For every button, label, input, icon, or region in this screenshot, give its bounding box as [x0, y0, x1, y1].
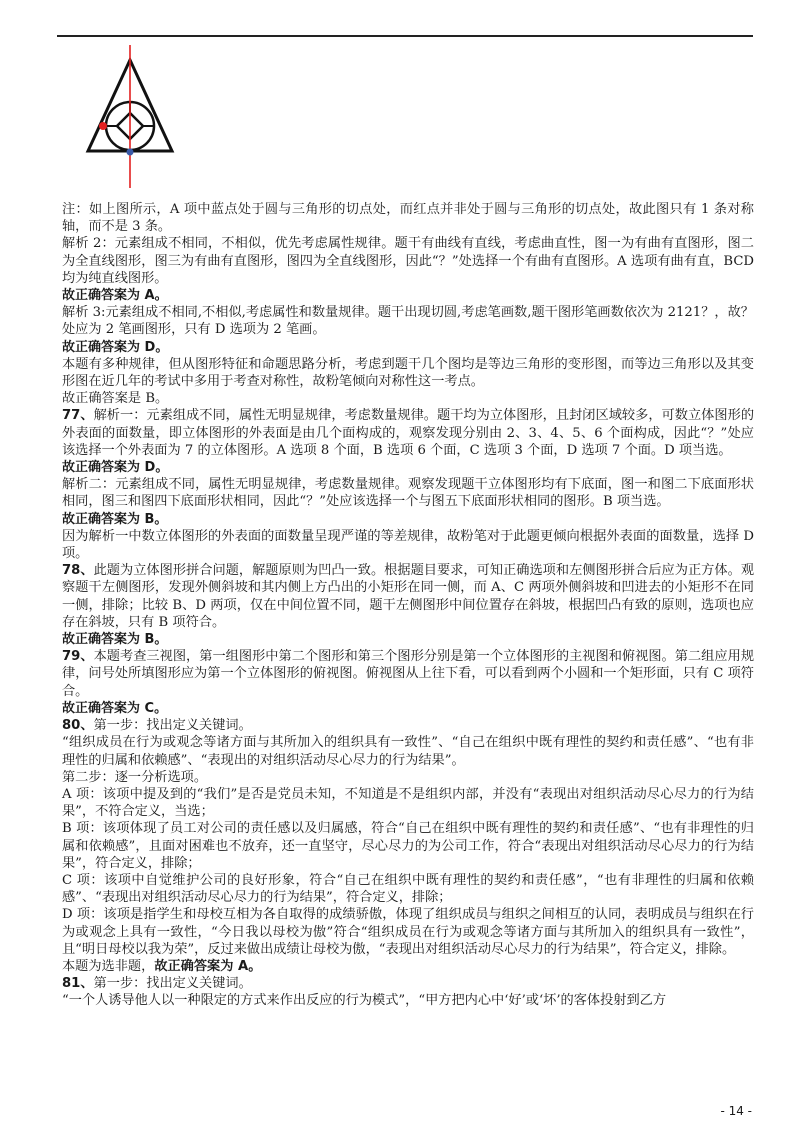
answer-explanations [62, 201, 754, 1010]
paragraph-text: 第一步：找出定义关键词。 [93, 718, 252, 734]
question-number: 79、 [62, 649, 94, 665]
paragraph: 本题有多种规律，但从图形特征和命题思路分析，考虑到题干几个图均是等边三角形的变形图，而等边三角形以及其变形图在近几年的考试中多用于考查对称性，故粉笔倾向对称性这一考点。 [62, 356, 754, 390]
paragraph: “组织成员在行为或观念等诸方面与其所加入的组织具有一致性”、“自己在组织中既有理性的契约和责任感”、“也有非理性的归属和依赖感”、“表现出的对组织活动尽心尽力的行为结果”。 [62, 735, 754, 768]
paragraph: 因为解析一中数立体图形的外表面的面数量呈现严谨的等差规律，故粉笔对于此题更倾向根据外表面的面数量，选择 D 项。 [62, 528, 754, 562]
conclusion-paragraph [62, 958, 754, 975]
answer-line: 故正确答案为 A。 [62, 288, 168, 304]
paragraph: 注：如上图所示，A 项中蓝点处于圆与三角形的切点处，而红点并非处于圆与三角形的切点处，故此图只有 1 条对称轴，而不是 3 条。 [62, 202, 754, 235]
question-number: 78、 [62, 563, 94, 579]
question-paragraph [62, 717, 754, 734]
paragraph-text: 解析一：元素组成不同，属性无明显规律，考虑数量规律。题干均为立体图形，且封闭区域较多，可数立体图形的外表面的面数量，即立体图形的外表面是由几个面构成的，观察发现分别由 2、3、4、5、6 个面构成，因此“？”处应该选择一个外表面为 7 的立体图形。A 选项 8 个面，B 选项 6 个面，C 选项 3 个面，D 选项 7 个面。D 项当选。 [62, 408, 754, 458]
page-number: - 14 - [720, 1104, 752, 1118]
answer-line: 故正确答案为 D。 [62, 339, 169, 355]
blue-point [127, 149, 134, 156]
paragraph: C 项：该项中自觉维护公司的良好形象，符合“自己在组织中既有理性的契约和责任感”，“也有非理性的归属和依赖感”、“表现出对组织活动尽心尽力的行为结果”，符合定义，排除； [62, 872, 754, 906]
red-point [99, 122, 107, 130]
paragraph-text: 第一步：找出定义关键词。 [93, 976, 252, 992]
paragraph: 第二步：逐一分析选项。 [62, 769, 208, 785]
paragraph: B 项：该项体现了员工对公司的责任感以及归属感，符合“自己在组织中既有理性的契约和责任感”、“也有非理性的归属和依赖感”，且面对困难也不放弃，还一直坚守，尽心尽力的为公司工作，符合“表现出对组织活动尽心尽力的行为结果”，符合定义，排除； [62, 821, 754, 871]
paragraph: 故正确答案是 B。 [62, 391, 169, 407]
answer-line: 故正确答案为 B。 [62, 632, 168, 648]
question-paragraph [62, 407, 754, 459]
paragraph: A 项：该项中提及到的“我们”是否是党员未知，不知道是不是组织内部，并没有“表现出对组织活动尽心尽力的行为结果”，不符合定义，当选； [62, 786, 754, 820]
header-rule [57, 35, 753, 37]
answer-inline: 故正确答案为 A。 [154, 958, 262, 974]
question-number: 77、 [62, 408, 94, 424]
question-number: 80、 [62, 718, 94, 734]
answer-line: 故正确答案为 B。 [62, 511, 168, 527]
paragraph-text: 本题为选非题， [62, 958, 155, 974]
paragraph: 解析 3:元素组成不相同,不相似,考虑属性和数量规律。题干出现切圆,考虑笔画数,题干图形笔画数依次为 2121？，故？处应为 2 笔画图形，只有 D 选项为 2 笔画。 [62, 305, 754, 338]
paragraph: 解析二：元素组成不同，属性无明显规律，考虑数量规律。观察发现题干立体图形均有下底面，图一和图二下底面形状相同，图三和图四下底面形状相同，因此“？”处应该选择一个与图五下底面形状相同的图形。B 项当选。 [62, 477, 754, 510]
paragraph-text: 此题为立体图形拼合问题，解题原则为凹凸一致。根据题目要求，可知正确选项和左侧图形拼合后应为正方体。观察题干左侧图形，发现外侧斜坡和其内侧上方凸出的小矩形在同一侧，而 A、C 两项外侧斜坡和凹进去的小矩形不在同一侧，排除；比较 B、D 两项，仅在中间位置不同，题干左侧图形中间位置存在斜坡，根据凹凸有致的原则，选项也应存在斜坡，只有 B 项符合。 [62, 563, 754, 630]
paragraph: D 项：该项是指学生和母校互相为各自取得的成绩骄傲，体现了组织成员与组织之间相互的认同，表明成员与组织在行为或观念上具有一致性，“今日我以母校为傲”符合“组织成员在行为或观念等诸方面与其所加入的组织具有一致性”，且“明日母校以我为荣”，反过来做出成绩让母校为傲，“表现出对组织活动尽心尽力的行为结果”，符合定义，排除。 [62, 907, 754, 957]
answer-line: 故正确答案为 D。 [62, 460, 169, 476]
answer-line: 故正确答案为 C。 [62, 700, 168, 716]
paragraph-text: 本题考查三视图，第一组图形中第二个图形和第三个图形分别是第一个立体图形的主视图和俯视图。第二组应用规律，问号处所填图形应为第一个立体图形的俯视图。俯视图从上往下看，可以看到两个小圆和一个矩形面，只有 C 项符合。 [62, 649, 754, 699]
question-paragraph [62, 975, 754, 992]
question-number: 81、 [62, 976, 94, 992]
paragraph: “一个人诱导他人以一种限定的方式来作出反应的行为模式”，“甲方把内心中‘好’或‘坏’的客体投射到乙方 [62, 993, 667, 1009]
question-paragraph [62, 562, 754, 631]
triangle-circle-figure [84, 40, 176, 190]
question-paragraph [62, 648, 754, 700]
paragraph: 解析 2：元素组成不相同，不相似，优先考虑属性规律。题干有曲线有直线，考虑曲直性，图一为有曲有直图形，图二为全直线图形，图三为有曲有直图形，图四为全直线图形，因此“？”处选择一个有曲有直图形。A 选项有曲有直，BCD 均为纯直线图形。 [62, 236, 754, 286]
